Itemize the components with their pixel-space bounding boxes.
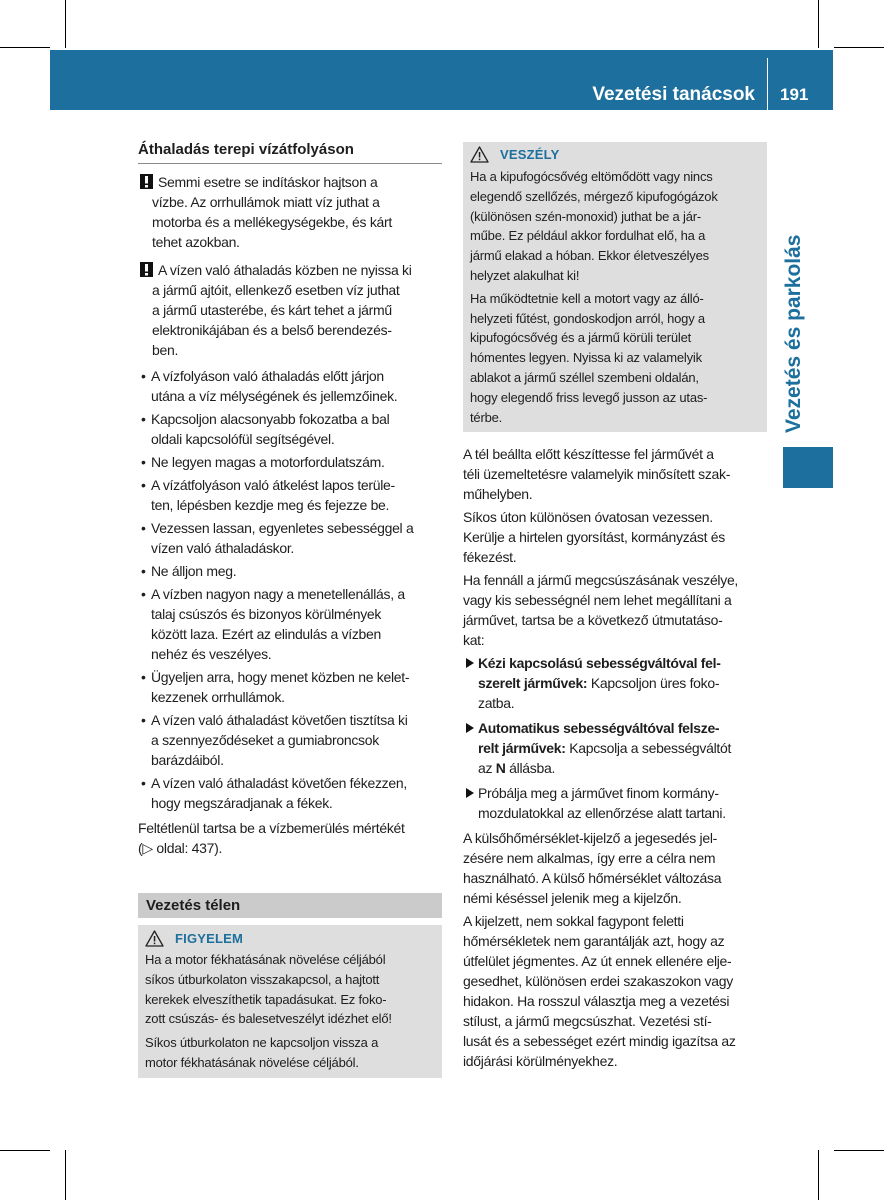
exclamation-icon (140, 174, 153, 189)
right-column-text (463, 444, 768, 1074)
closing-paragraph: Feltétlenül tartsa be a vízbemerülés mértékét (▷ oldal: 437). (138, 820, 405, 856)
bullet-symbol: • (141, 669, 146, 685)
paragraph: A külsőhőmérséklet-kijelző a jegesedés jel- zésére nem alkalmas, így erre a célra nem használható. A külső hőmérséklet változása némi késéssel jelenik meg a kijelzőn. (463, 830, 722, 906)
crop-mark-bottom-right-vertical (818, 1150, 819, 1200)
bullet-symbol: • (141, 368, 146, 384)
warning-box-header (145, 928, 434, 948)
action-steps (463, 653, 768, 823)
caution-note (138, 172, 442, 252)
crop-mark-bottom-left-vertical (65, 1150, 66, 1200)
section-heading: Vezetés télen (146, 897, 241, 914)
crop-mark-bottom-left-horizontal (0, 1150, 50, 1151)
section-heading-bar (138, 893, 442, 918)
danger-paragraph: Ha működtetnie kell a motort vagy az álló- helyzeti fűtést, gondoskodjon arról, hogy a kipufogócsővég és a jármű körüli terület hómentes legyen. Nyissa ki az valamelyik ablakot a jármű széllel szembeni oldalán, hogy elegendő friss levegő jusson az utas- térbe. (470, 290, 708, 425)
paragraph: A tél beállta előtt készíttesse fel járművét a téli üzemeltetésre valamelyik minősített szak- műhelyben. (463, 446, 731, 502)
page-header (50, 50, 833, 110)
paragraph: A kijelzett, nem sokkal fagypont feletti hőmérsékletek nem garantálják azt, hogy az útfelület jégmentes. Az út ennek ellenére elje- gesedhet, különösen erdei szakaszokon vagy hidakon. Ha rosszul választja meg a vezetési stílust, a jármű megcsúszhat. Vezetési stí- lusát és a sebességet ezért mindig igazítsa az időjárási körülményekhez. (463, 913, 736, 1069)
caution-note-text: Semmi esetre se indításkor hajtson a vízbe. Az orrhullámok miatt víz juthat a motorba és a mellékegységekbe, és kárt tehet azokban. (152, 174, 392, 250)
gear-position-label: N (495, 760, 506, 776)
list-item-text: A vízen való áthaladást követően fékezzen, hogy megszáradjanak a fékek. (151, 775, 407, 811)
action-step (463, 653, 768, 713)
bullet-symbol: • (141, 563, 146, 579)
bullet-symbol: • (141, 454, 146, 470)
action-arrow-icon (463, 783, 478, 823)
list-item-text: A vízfolyáson való áthaladás előtt járjon utána a víz mélységének és jellemzőinek. (151, 368, 398, 404)
crop-mark-top-left-vertical (65, 0, 66, 48)
warning-box (138, 925, 442, 1078)
action-body: Kapcsolja a sebességváltót az (478, 740, 732, 776)
crop-mark-top-right-vertical (818, 0, 819, 48)
action-arrow-icon (463, 718, 478, 778)
warning-triangle-icon (470, 146, 489, 163)
heading-rule (138, 163, 442, 164)
list-item-text: A vízen való áthaladást követően tisztítsa ki a szennyeződéseket a gumiabroncsok barázdáiból. (151, 712, 408, 768)
bullet-symbol: • (141, 477, 146, 493)
chapter-side-label: Vezetés és parkolás (782, 234, 805, 434)
list-item (138, 710, 442, 770)
list-item (138, 452, 442, 472)
section-title: Vezetési tanácsok (592, 84, 755, 105)
paragraph: Ha fennáll a jármű megcsúszásának veszélye, vagy kis sebességnél nem lehet megállítani a járművet, tartsa be a következő útmutatáso- kat: (463, 572, 739, 648)
action-step-text (478, 718, 731, 778)
action-step-text: Próbálja meg a járművet finom kormány- mozdulatokkal az ellenőrzése alatt tartani. (478, 785, 726, 821)
list-item (138, 475, 442, 515)
list-item-text: Ne álljon meg. (151, 563, 237, 579)
action-step (463, 718, 768, 778)
header-divider (767, 58, 768, 110)
list-item (138, 667, 442, 707)
list-item-text: Ügyeljen arra, hogy menet közben ne kelet- kezzenek orrhullámok. (151, 669, 410, 705)
danger-label: VESZÉLY (500, 146, 560, 162)
warning-paragraph: Síkos útburkolaton ne kapcsoljon vissza a motor fékhatásának növelése céljából. (145, 1035, 379, 1070)
bullet-symbol: • (141, 775, 146, 791)
list-item (138, 584, 442, 664)
danger-box-header (470, 144, 759, 164)
page-number: 191 (780, 85, 809, 104)
paragraph: Síkos úton különösen óvatosan vezessen. Kerülje a hirtelen gyorsítást, kormányzást és fékezést. (463, 509, 725, 565)
danger-paragraph: Ha a kipufogócsővég eltömődött vagy nincs elegendő szellőzés, mérgező kipufogógázok (különösen szén-monoxid) juthat be a jár- műbe. Ez például akkor fordulhat elő, ha a jármű elakad a hóban. Ekkor életveszélyes helyzet alakulhat ki! (470, 169, 718, 283)
list-item (138, 409, 442, 449)
warning-label: FIGYELEM (175, 930, 244, 946)
action-emphasis: Automatikus sebességváltóval felsze- relt járművek: (478, 720, 720, 756)
caution-note-text: A vízen való áthaladás közben ne nyissa ki a jármű ajtóit, ellenkező esetben víz juthat a jármű utasterébe, és kárt tehet a jármű elektronikájában és a belső berendezés- ben. (152, 262, 412, 358)
list-item-text: A vízátfolyáson való átkelést lapos terüle- ten, lépésben kezdje meg és fejezze be. (151, 477, 395, 513)
list-item-text: Vezessen lassan, egyenletes sebességgel a vízen való áthaladáskor. (151, 520, 414, 556)
crop-mark-top-left-horizontal (0, 47, 50, 48)
list-item (138, 518, 442, 558)
bullet-list (138, 366, 442, 816)
bullet-symbol: • (141, 520, 146, 536)
list-item-text: Ne legyen magas a motorfordulatszám. (151, 454, 385, 470)
list-item-text: A vízben nagyon nagy a menetellenállás, a talaj csúszós és bizonyos körülmények között laza. Ezért az elindulás a vízben nehéz és veszélyes. (151, 586, 405, 662)
list-item (138, 773, 442, 813)
warning-paragraph: Ha a motor fékhatásának növelése céljából síkos útburkolaton visszakapcsol, a hajtott kerekek elveszíthetik tapadásukat. Ez foko- zott csúszás- és balesetveszélyt idézhet elő! (145, 952, 392, 1027)
list-item (138, 561, 442, 581)
action-step-text (478, 653, 721, 713)
exclamation-icon (140, 262, 153, 277)
action-step (463, 783, 768, 823)
bullet-symbol: • (141, 712, 146, 728)
bullet-symbol: • (141, 411, 146, 427)
crop-mark-top-right-horizontal (834, 47, 884, 48)
list-item (138, 366, 442, 406)
action-body: Kapcsoljon üres foko- zatba. (478, 675, 720, 711)
section-heading: Áthaladás terepi vízátfolyáson (138, 141, 354, 158)
list-item-text: Kapcsoljon alacsonyabb fokozatba a bal oldali kapcsolófül segítségével. (151, 411, 390, 447)
crop-mark-bottom-right-horizontal (834, 1150, 884, 1151)
action-body: állásba. (505, 760, 556, 776)
danger-box (463, 142, 767, 432)
action-emphasis: Kézi kapcsolású sebességváltóval fel- szerelt járművek: (478, 655, 721, 691)
warning-triangle-icon (145, 930, 164, 947)
caution-note (138, 260, 442, 360)
chapter-tab-marker (783, 447, 833, 488)
action-arrow-icon (463, 653, 478, 713)
bullet-symbol: • (141, 586, 146, 602)
